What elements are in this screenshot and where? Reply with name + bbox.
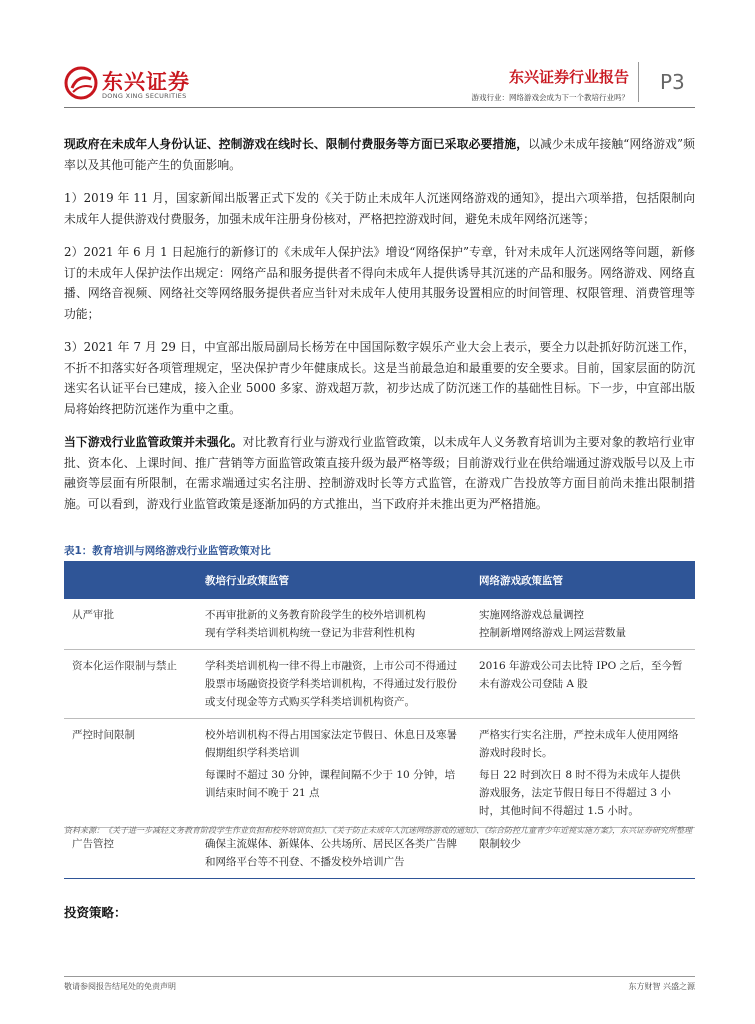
header-category xyxy=(64,561,197,599)
header-game: 网络游戏政策监管 xyxy=(471,561,695,599)
game-line: 每日 22 时到次日 8 时不得为未成年人提供游戏服务，法定节假日每日不得超过 3 小时，其他时间不得超过 1.5 小时。 xyxy=(479,769,681,817)
company-logo xyxy=(64,62,224,106)
game-cell xyxy=(471,650,695,719)
intro-rest: 以减少未成年接触“网络游戏”频率以及其他可能产生的负面影响。 xyxy=(64,137,695,172)
logo-mark-icon xyxy=(64,66,98,100)
paragraph-point-1: 1）2019 年 11 月，国家新闻出版署正式下发的《关于防止未成年人沉迷网络游戏的通知》，提出六项举措，包括限制向未成年人提供游戏付费服务，加强未成年注册身份核对，严格把控游戏时间，避免未成年网络沉迷等； xyxy=(64,191,695,226)
header-education: 教培行业政策监管 xyxy=(197,561,471,599)
main-content xyxy=(64,134,695,527)
table-row xyxy=(64,719,695,828)
footer-disclaimer: 敬请参阅报告结尾处的免责声明 xyxy=(64,982,176,991)
edu-line: 不再审批新的义务教育阶段学生的校外培训机构 xyxy=(205,609,426,621)
report-title: 东兴证券行业报告 xyxy=(508,68,629,86)
table-row xyxy=(64,599,695,650)
header-rule xyxy=(64,107,695,108)
strategy-heading: 投资策略： xyxy=(64,905,127,920)
intro-bold: 现政府在未成年人身份认证、控制游戏在线时长、限制付费服务等方面已采取必要措施， xyxy=(64,137,529,151)
edu-line: 学科类培训机构一律不得上市融资，上市公司不得通过股票市场融资投资学科类培训机构，不得通过发行股份或支付现金等方式购买学科类培训机构资产。 xyxy=(205,660,457,708)
edu-cell xyxy=(197,719,471,828)
page-header xyxy=(0,0,755,118)
edu-line: 现有学科类培训机构统一登记为非营利性机构 xyxy=(205,627,415,639)
game-line: 控制新增网络游戏上网运营数量 xyxy=(479,627,626,639)
report-subtitle: 游戏行业：网络游戏会成为下一个教培行业吗？ xyxy=(471,93,629,102)
game-line: 实施网络游戏总量调控 xyxy=(479,609,584,621)
game-cell xyxy=(471,599,695,650)
row-label: 从严审批 xyxy=(72,609,114,621)
edu-cell xyxy=(197,650,471,719)
edu-line: 确保主流媒体、新媒体、公共场所、居民区各类广告牌和网络平台等不刊登、不播发校外培训广告 xyxy=(205,838,457,868)
table-row xyxy=(64,650,695,719)
footer-rule xyxy=(64,976,695,977)
edu-cell xyxy=(197,599,471,650)
game-line: 严格实行实名注册，严控未成年人使用网络游戏时段时长。 xyxy=(479,729,679,759)
paragraph-regulation xyxy=(64,432,695,514)
regulation-rest: 对比教育行业与游戏行业监管政策，以未成年人义务教育培训为主要对象的教培行业审批、资本化、上课时间、推广营销等方面监管政策直接升级为最严格等级；目前游戏行业在供给端通过游戏版号以及上市融资等层面有所限制，在需求端通过实名注册、控制游戏时长等方式监管，在游戏广告投放等方面目前尚未推出限制措施。可以看到，游戏行业监管政策是逐渐加码的方式推出，当下政府并未推出更为严格措施。 xyxy=(64,435,695,511)
header-divider xyxy=(638,62,639,102)
row-label: 广告管控 xyxy=(64,828,197,879)
paragraph-intro xyxy=(64,134,695,175)
game-line: 2016 年游戏公司去比特 IPO 之后，至今暂未有游戏公司登陆 A 股 xyxy=(479,660,683,690)
game-cell xyxy=(471,719,695,828)
table-header-row xyxy=(64,561,695,599)
regulation-bold: 当下游戏行业监管政策并未强化。 xyxy=(64,435,243,449)
edu-line: 每课时不超过 30 分钟，课程间隔不少于 10 分钟，培训结束时间不晚于 21 点 xyxy=(205,769,456,799)
edu-line: 校外培训机构不得占用国家法定节假日、休息日及寒暑假期组织学科类培训 xyxy=(205,729,457,759)
footer-slogan: 东方财智 兴盛之源 xyxy=(628,982,695,991)
game-line: 限制较少 xyxy=(479,838,521,850)
source-note: 资料来源：《关于进一步减轻义务教育阶段学生作业负担和校外培训负担》、《关于防止未成年人沉迷网络游戏的通知》、《综合防控儿童青少年近视实施方案》，东兴证券研究所整理 xyxy=(64,826,692,835)
logo-english-name: DONG XING SECURITIES xyxy=(102,92,187,100)
paragraph-point-3: 3）2021 年 7 月 29 日，中宣部出版局副局长杨芳在中国国际数字娱乐产业大会上表示，要全力以赴抓好防沉迷工作，不折不扣落实好各项管理规定，坚决保护青少年健康成长。这是当前最急迫和最重要的安全要求。目前，国家层面的防沉迷实名认证平台已建成，接入企业 5000 多家、游戏超万款，初步达成了防沉迷工作的基础性目标。下一步，中宣部出版局将始终把防沉迷作为重中之重。 xyxy=(64,340,695,416)
paragraph-point-2: 2）2021 年 6 月 1 日起施行的新修订的《未成年人保护法》增设“网络保护”专章，针对未成年人沉迷网络等问题，新修订的未成年人保护法作出规定：网络产品和服务提供者不得向未成年人提供诱导其沉迷的产品和服务。网络游戏、网络直播、网络音视频、网络社交等网络服务提供者应当针对未成年人使用其服务设置相应的时间管理、权限管理、消费管理等功能； xyxy=(64,245,695,321)
page-number: P3 xyxy=(660,70,685,94)
row-label: 严控时间限制 xyxy=(64,719,197,828)
table-title: 表1：教育培训与网络游戏行业监管政策对比 xyxy=(64,545,271,557)
logo-chinese-name: 东兴证券 xyxy=(102,70,190,94)
row-label: 资本化运作限制与禁止 xyxy=(64,650,197,719)
